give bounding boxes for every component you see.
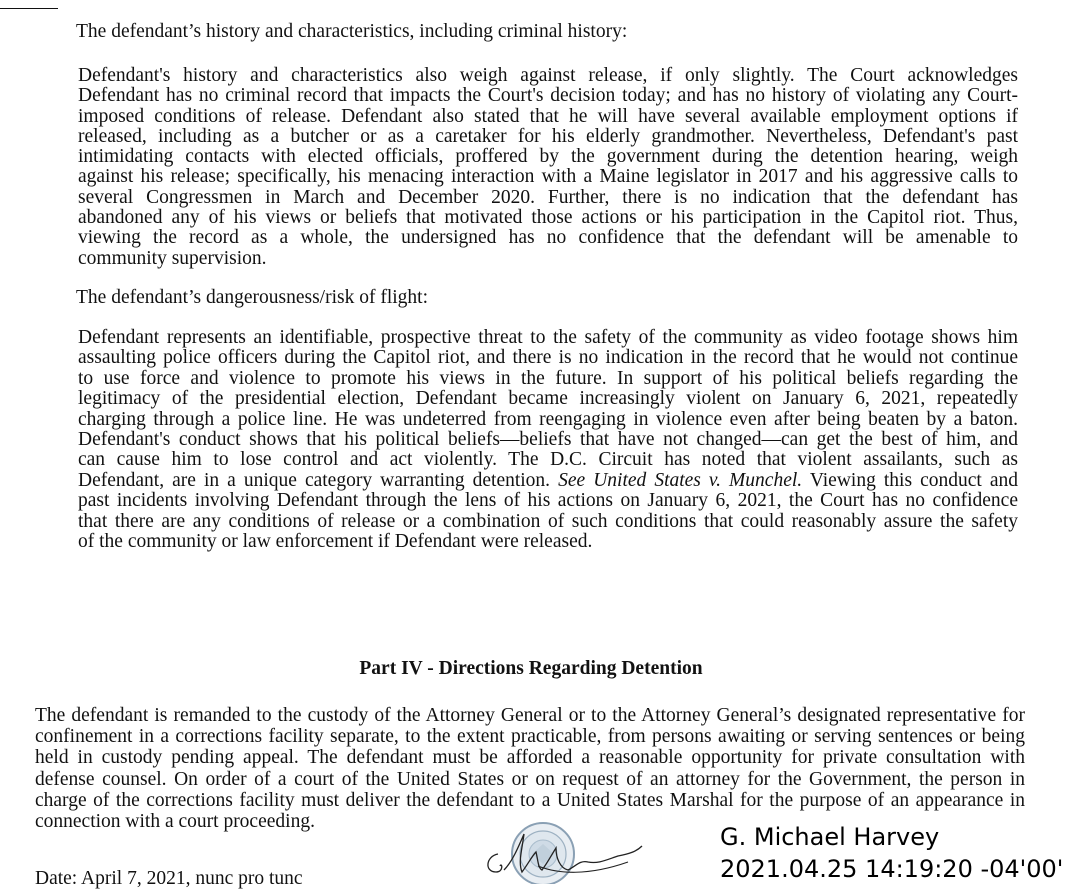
signature-timestamp: 2021.04.25 14:19:20 -04'00'	[720, 855, 1064, 883]
text-line: released, including as a butcher or as a caretaker for his elderly grandmother. Nevertheless, Defendant's past	[78, 126, 1018, 147]
text-line: charging through a police line. He was undeterred from reengaging in violence even after being beaten by a baton.	[78, 409, 1018, 430]
paragraph-history	[78, 66, 1018, 269]
signer-name: G. Michael Harvey	[720, 823, 940, 851]
text-line: Defendant's history and characteristics also weigh against release, if only slightly. The Court acknowledges	[78, 66, 1018, 86]
text-line: charge of the corrections facility must deliver the defendant to a United States Marshal for the purpose of an appearance in	[35, 789, 1025, 811]
text-line: defense counsel. On order of a court of the United States or on request of an attorney for the Government, the person in	[35, 768, 1025, 790]
text-line: held in custody pending appeal. The defendant must be afforded a reasonable opportunity for private consultation with	[35, 747, 1025, 769]
part-iv-title: Part IV - Directions Regarding Detention	[359, 658, 703, 679]
text-line: can cause him to lose control and act violently. The D.C. Circuit has noted that violent assailants, such as	[78, 450, 1018, 471]
text-line: Defendant represents an identifiable, prospective threat to the safety of the community as video footage shows him	[78, 328, 1018, 348]
digital-signature-block	[720, 822, 1063, 884]
section-heading-history: The defendant’s history and characteristics, including criminal history:	[76, 21, 628, 42]
text-line: The defendant is remanded to the custody of the Attorney General or to the Attorney General’s designated representative for	[35, 705, 1025, 726]
text-line: against his release; specifically, his menacing interaction with a Maine legislator in 2017 and his aggressive calls to	[78, 167, 1018, 188]
text-line: past incidents involving Defendant through the lens of his actions on January 6, 2021, the Court has no confidence	[78, 491, 1018, 512]
text-line: imposed conditions of release. Defendant also stated that he will have several available employment options if	[78, 106, 1018, 127]
text-line: connection with a court proceeding.	[35, 810, 315, 832]
text-line: that there are any conditions of release or a combination of such conditions that could reasonably assure the safety	[78, 511, 1018, 532]
case-citation: See United States v. Munchel.	[558, 470, 803, 491]
text-line: confinement in a corrections facility separate, to the extent practicable, from persons awaiting or serving sentences or being	[35, 726, 1025, 748]
top-rule	[0, 8, 58, 9]
text-line-with-citation	[78, 471, 1018, 491]
text-line: several Congressmen in March and December 2020. Further, there is no indication that the defendant has	[78, 187, 1018, 208]
text-line: viewing the record as a whole, the undersigned has no confidence that the defendant will be amenable to	[78, 228, 1018, 249]
text-line: abandoned any of his views or beliefs that motivated those actions or his participation in the Capitol riot. Thus,	[78, 208, 1018, 229]
section-heading-dangerousness: The defendant’s dangerousness/risk of flight:	[76, 287, 428, 308]
text-fragment: Viewing this conduct and	[809, 470, 1018, 491]
text-line: legitimacy of the presidential election, Defendant became increasingly violent on January 6, 2021, repeatedly	[78, 389, 1018, 410]
handwritten-signature-icon	[478, 826, 648, 886]
paragraph-directions	[35, 705, 1025, 832]
text-line: to use force and violence to promote his views in the future. In support of his political beliefs regarding the	[78, 368, 1018, 389]
text-fragment: Defendant, are in a unique category warranting detention.	[78, 470, 551, 491]
text-line: Defendant's conduct shows that his political beliefs—beliefs that have not changed—can get the best of him, and	[78, 429, 1018, 450]
text-line: community supervision.	[78, 248, 267, 269]
paragraph-dangerousness	[78, 328, 1018, 552]
text-line: intimidating contacts with elected officials, proffered by the government during the detention hearing, weigh	[78, 147, 1018, 168]
text-line: assaulting police officers during the Capitol riot, and there is no indication in the record that he would not continue	[78, 348, 1018, 369]
text-line: of the community or law enforcement if Defendant were released.	[78, 531, 593, 552]
date-line: Date: April 7, 2021, nunc pro tunc	[35, 868, 303, 889]
text-line: Defendant has no criminal record that impacts the Court's decision today; and has no history of violating any Court-	[78, 86, 1018, 107]
